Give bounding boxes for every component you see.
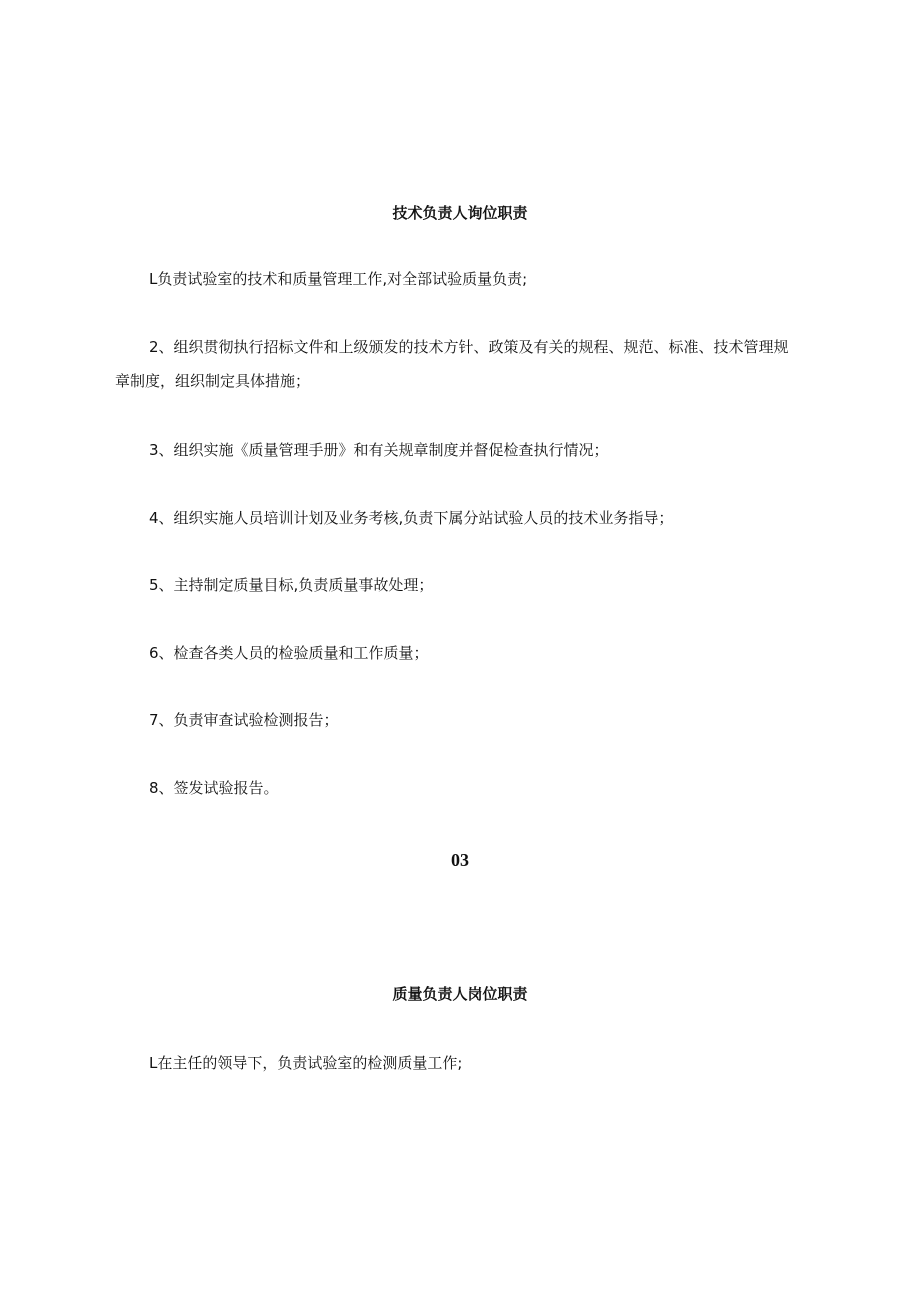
duty-item-6: 6、检查各类人员的检验质量和工作质量； [149, 644, 429, 662]
duty-item-8: 8、签发试验报告。 [149, 779, 279, 797]
quality-duty-item-1: L在主任的领导下，负责试验室的检测质量工作; [149, 1054, 463, 1072]
duty-item-4: 4、组织实施人员培训计划及业务考核,负责下属分站试验人员的技术业务指导； [149, 509, 674, 527]
section-title-technical-director: 技术负责人询位职责 [392, 204, 528, 222]
duty-item-2: 2、组织贯彻执行招标文件和上级颁发的技术方针、政策及有关的规程、规范、标准、技术管理规章制度，组织制定具体措施； [115, 338, 789, 390]
duty-item-5: 5、主持制定质量目标,负责质量事故处理； [149, 576, 434, 594]
section-title-quality-director: 质量负责人岗位职责 [392, 985, 528, 1003]
duty-item-3: 3、组织实施《质量管理手册》和有关规章制度并督促检查执行情况； [149, 441, 609, 459]
duty-item-1: L负责试验室的技术和质量管理工作,对全部试验质量负责; [149, 270, 528, 288]
duty-item-7: 7、负责审查试验检测报告； [149, 711, 339, 729]
page-number: 03 [451, 850, 469, 870]
